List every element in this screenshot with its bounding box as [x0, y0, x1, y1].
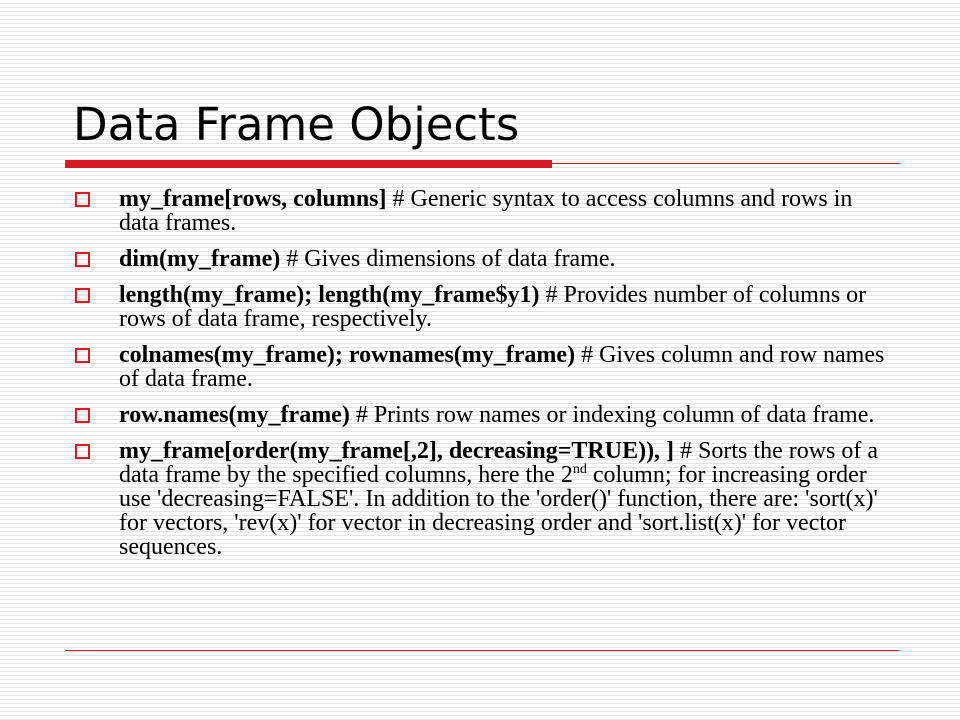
square-bullet-icon: [75, 252, 90, 267]
bullet-description: # Provides number of columns or rows of data frame, respectively.: [119, 282, 867, 332]
title-divider-line: [552, 163, 899, 164]
bullet-list: [73, 187, 895, 571]
bullet-description: # Gives dimensions of data frame.: [280, 246, 616, 272]
bullet-item: [73, 247, 895, 271]
square-bullet-icon: [75, 192, 90, 207]
code-snippet: my_frame[order(my_frame[,2], decreasing=TRUE)), ]: [119, 438, 675, 464]
square-bullet-icon: [75, 408, 90, 423]
ordinal-superscript: nd: [572, 462, 587, 477]
bullet-item: [73, 283, 895, 331]
bullet-item: [73, 187, 895, 235]
bullet-description: # Prints row names or indexing column of data frame.: [349, 402, 875, 428]
square-bullet-icon: [75, 288, 90, 303]
bullet-item: [73, 439, 895, 559]
bullet-description: # Generic syntax to access columns and rows in data frames.: [119, 186, 853, 236]
code-snippet: my_frame[rows, columns]: [119, 186, 387, 212]
code-snippet: colnames(my_frame); rownames(my_frame): [119, 342, 576, 368]
title-accent-bar: [65, 160, 552, 168]
code-snippet: dim(my_frame): [119, 246, 281, 272]
square-bullet-icon: [75, 444, 90, 459]
bullet-item: [73, 343, 895, 391]
square-bullet-icon: [75, 348, 90, 363]
footer-divider-line: [65, 650, 899, 651]
code-snippet: length(my_frame); length(my_frame$y1): [119, 282, 540, 308]
bullet-description-continued: column; for increasing order use 'decreasing=FALSE'. In addition to the 'order()' function, there are: 'sort(x)' for vectors, 'rev(x)' for vector in decreasing order and 'sort.list(x)' for vector sequences.: [119, 462, 878, 560]
bullet-description: # Sorts the rows of a data frame by the specified columns, here the 2: [119, 438, 879, 488]
slide-title: Data Frame Objects: [73, 98, 520, 151]
bullet-description: # Gives column and row names of data frame.: [119, 342, 885, 392]
bullet-item: [73, 403, 895, 427]
code-snippet: row.names(my_frame): [119, 402, 350, 428]
